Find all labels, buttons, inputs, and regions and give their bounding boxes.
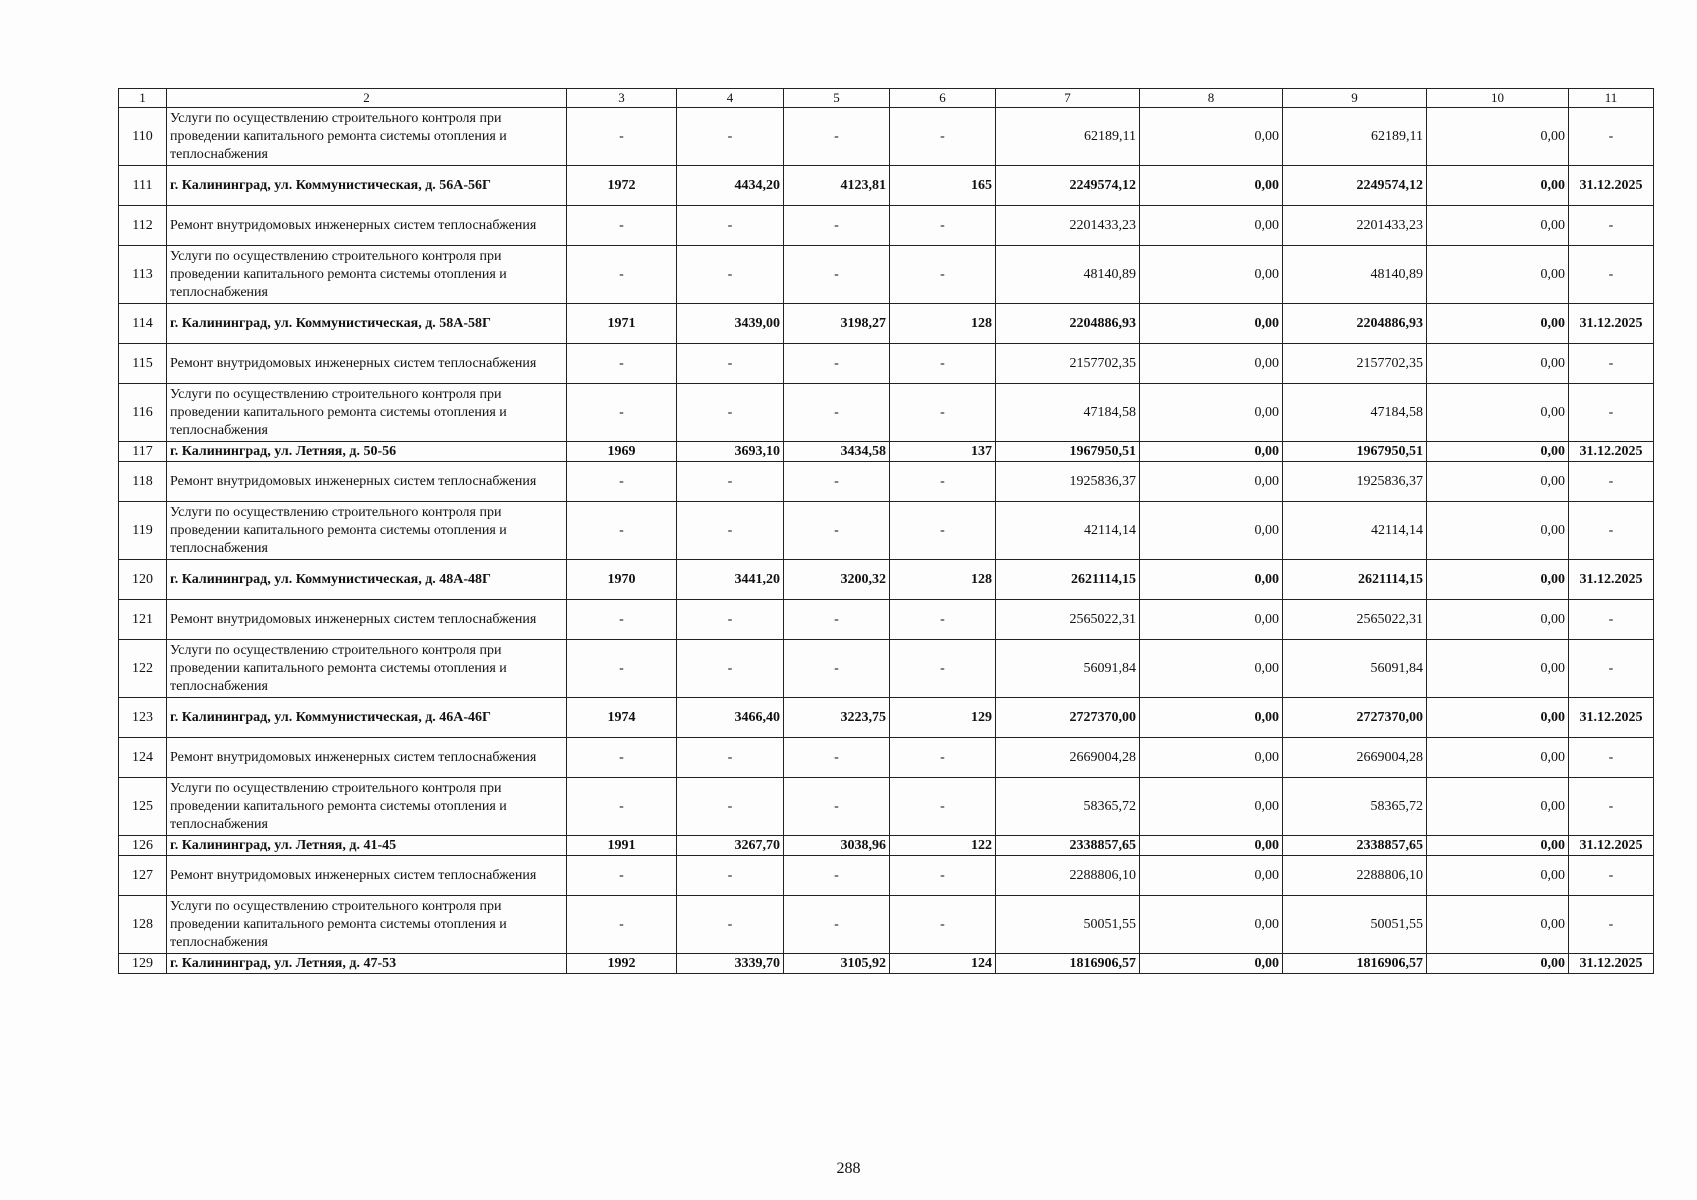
- year-cell: -: [567, 344, 677, 384]
- table-row: [119, 442, 1654, 462]
- work-description: Ремонт внутридомовых инженерных систем теплоснабжения: [167, 856, 567, 896]
- other-sources-cell: 0,00: [1427, 738, 1569, 778]
- total-cost-cell: 1925836,37: [996, 462, 1140, 502]
- completion-date-cell: -: [1569, 462, 1654, 502]
- other-sources-cell: 0,00: [1427, 896, 1569, 954]
- fund-cell: 0,00: [1140, 108, 1283, 166]
- work-description: г. Калининград, ул. Коммунистическая, д. 56А-56Г: [167, 166, 567, 206]
- table-row: [119, 108, 1654, 166]
- table-row: [119, 560, 1654, 600]
- other-sources-cell: 0,00: [1427, 560, 1569, 600]
- living-area-cell: 3223,75: [784, 698, 890, 738]
- year-cell: -: [567, 502, 677, 560]
- residents-cell: -: [890, 384, 996, 442]
- completion-date-cell: 31.12.2025: [1569, 560, 1654, 600]
- row-number: 118: [119, 462, 167, 502]
- fund-total-cell: 47184,58: [1283, 384, 1427, 442]
- year-cell: -: [567, 462, 677, 502]
- living-area-cell: -: [784, 344, 890, 384]
- row-number: 110: [119, 108, 167, 166]
- table-row: [119, 344, 1654, 384]
- year-cell: -: [567, 108, 677, 166]
- fund-cell: 0,00: [1140, 640, 1283, 698]
- work-description: Ремонт внутридомовых инженерных систем теплоснабжения: [167, 206, 567, 246]
- other-sources-cell: 0,00: [1427, 600, 1569, 640]
- living-area-cell: -: [784, 108, 890, 166]
- fund-total-cell: 2157702,35: [1283, 344, 1427, 384]
- completion-date-cell: 31.12.2025: [1569, 166, 1654, 206]
- fund-total-cell: 58365,72: [1283, 778, 1427, 836]
- row-number: 114: [119, 304, 167, 344]
- area-cell: 3439,00: [677, 304, 784, 344]
- table-row: [119, 304, 1654, 344]
- table-row: [119, 896, 1654, 954]
- fund-cell: 0,00: [1140, 778, 1283, 836]
- area-cell: -: [677, 246, 784, 304]
- residents-cell: 128: [890, 560, 996, 600]
- table-row: [119, 778, 1654, 836]
- work-description: г. Калининград, ул. Коммунистическая, д. 46А-46Г: [167, 698, 567, 738]
- completion-date-cell: 31.12.2025: [1569, 954, 1654, 974]
- residents-cell: -: [890, 778, 996, 836]
- column-number-row: [119, 89, 1654, 108]
- fund-cell: 0,00: [1140, 836, 1283, 856]
- total-cost-cell: 2338857,65: [996, 836, 1140, 856]
- living-area-cell: -: [784, 640, 890, 698]
- work-description: Ремонт внутридомовых инженерных систем теплоснабжения: [167, 738, 567, 778]
- year-cell: 1971: [567, 304, 677, 344]
- fund-cell: 0,00: [1140, 384, 1283, 442]
- table-row: [119, 166, 1654, 206]
- total-cost-cell: 2201433,23: [996, 206, 1140, 246]
- row-number: 113: [119, 246, 167, 304]
- other-sources-cell: 0,00: [1427, 246, 1569, 304]
- living-area-cell: -: [784, 738, 890, 778]
- fund-cell: 0,00: [1140, 502, 1283, 560]
- work-description: г. Калининград, ул. Коммунистическая, д. 48А-48Г: [167, 560, 567, 600]
- fund-total-cell: 2565022,31: [1283, 600, 1427, 640]
- row-number: 125: [119, 778, 167, 836]
- row-number: 112: [119, 206, 167, 246]
- fund-cell: 0,00: [1140, 560, 1283, 600]
- year-cell: -: [567, 600, 677, 640]
- area-cell: -: [677, 502, 784, 560]
- fund-cell: 0,00: [1140, 896, 1283, 954]
- area-cell: -: [677, 640, 784, 698]
- residents-cell: -: [890, 738, 996, 778]
- residents-cell: -: [890, 896, 996, 954]
- fund-total-cell: 56091,84: [1283, 640, 1427, 698]
- fund-total-cell: 2669004,28: [1283, 738, 1427, 778]
- year-cell: -: [567, 206, 677, 246]
- work-description: г. Калининград, ул. Летняя, д. 47-53: [167, 954, 567, 974]
- year-cell: -: [567, 896, 677, 954]
- work-description: Ремонт внутридомовых инженерных систем теплоснабжения: [167, 462, 567, 502]
- area-cell: -: [677, 384, 784, 442]
- column-header: 7: [996, 89, 1140, 108]
- column-header: 1: [119, 89, 167, 108]
- fund-total-cell: 2201433,23: [1283, 206, 1427, 246]
- area-cell: 3267,70: [677, 836, 784, 856]
- completion-date-cell: -: [1569, 856, 1654, 896]
- total-cost-cell: 62189,11: [996, 108, 1140, 166]
- work-description: Услуги по осуществлению строительного контроля при проведении капитального ремонта системы отопления и теплоснабжения: [167, 896, 567, 954]
- living-area-cell: -: [784, 856, 890, 896]
- table-row: [119, 738, 1654, 778]
- total-cost-cell: 47184,58: [996, 384, 1140, 442]
- living-area-cell: 3434,58: [784, 442, 890, 462]
- residents-cell: 165: [890, 166, 996, 206]
- row-number: 122: [119, 640, 167, 698]
- total-cost-cell: 2565022,31: [996, 600, 1140, 640]
- row-number: 119: [119, 502, 167, 560]
- total-cost-cell: 2727370,00: [996, 698, 1140, 738]
- other-sources-cell: 0,00: [1427, 384, 1569, 442]
- area-cell: -: [677, 856, 784, 896]
- living-area-cell: 4123,81: [784, 166, 890, 206]
- table-row: [119, 856, 1654, 896]
- other-sources-cell: 0,00: [1427, 954, 1569, 974]
- year-cell: -: [567, 384, 677, 442]
- other-sources-cell: 0,00: [1427, 698, 1569, 738]
- work-description: Услуги по осуществлению строительного контроля при проведении капитального ремонта системы отопления и теплоснабжения: [167, 640, 567, 698]
- table-row: [119, 462, 1654, 502]
- work-description: Услуги по осуществлению строительного контроля при проведении капитального ремонта системы отопления и теплоснабжения: [167, 384, 567, 442]
- work-description: Ремонт внутридомовых инженерных систем теплоснабжения: [167, 344, 567, 384]
- row-number: 123: [119, 698, 167, 738]
- work-description: г. Калининград, ул. Летняя, д. 41-45: [167, 836, 567, 856]
- other-sources-cell: 0,00: [1427, 206, 1569, 246]
- area-cell: -: [677, 778, 784, 836]
- year-cell: 1974: [567, 698, 677, 738]
- total-cost-cell: 2288806,10: [996, 856, 1140, 896]
- total-cost-cell: 48140,89: [996, 246, 1140, 304]
- total-cost-cell: 2249574,12: [996, 166, 1140, 206]
- year-cell: -: [567, 856, 677, 896]
- fund-total-cell: 1925836,37: [1283, 462, 1427, 502]
- fund-total-cell: 2338857,65: [1283, 836, 1427, 856]
- living-area-cell: 3200,32: [784, 560, 890, 600]
- living-area-cell: 3105,92: [784, 954, 890, 974]
- area-cell: -: [677, 896, 784, 954]
- area-cell: 3693,10: [677, 442, 784, 462]
- fund-total-cell: 2204886,93: [1283, 304, 1427, 344]
- living-area-cell: -: [784, 246, 890, 304]
- total-cost-cell: 2669004,28: [996, 738, 1140, 778]
- year-cell: -: [567, 640, 677, 698]
- completion-date-cell: -: [1569, 246, 1654, 304]
- area-cell: -: [677, 738, 784, 778]
- total-cost-cell: 2157702,35: [996, 344, 1140, 384]
- area-cell: -: [677, 206, 784, 246]
- area-cell: -: [677, 462, 784, 502]
- row-number: 111: [119, 166, 167, 206]
- living-area-cell: -: [784, 384, 890, 442]
- total-cost-cell: 1967950,51: [996, 442, 1140, 462]
- completion-date-cell: -: [1569, 384, 1654, 442]
- fund-total-cell: 48140,89: [1283, 246, 1427, 304]
- residents-cell: -: [890, 206, 996, 246]
- column-header: 9: [1283, 89, 1427, 108]
- fund-total-cell: 2621114,15: [1283, 560, 1427, 600]
- other-sources-cell: 0,00: [1427, 304, 1569, 344]
- column-header: 3: [567, 89, 677, 108]
- total-cost-cell: 58365,72: [996, 778, 1140, 836]
- residents-cell: -: [890, 246, 996, 304]
- year-cell: 1970: [567, 560, 677, 600]
- fund-cell: 0,00: [1140, 856, 1283, 896]
- table-row: [119, 698, 1654, 738]
- row-number: 126: [119, 836, 167, 856]
- fund-cell: 0,00: [1140, 246, 1283, 304]
- fund-cell: 0,00: [1140, 738, 1283, 778]
- fund-cell: 0,00: [1140, 344, 1283, 384]
- area-cell: 3339,70: [677, 954, 784, 974]
- row-number: 117: [119, 442, 167, 462]
- fund-total-cell: 42114,14: [1283, 502, 1427, 560]
- living-area-cell: 3198,27: [784, 304, 890, 344]
- living-area-cell: -: [784, 502, 890, 560]
- residents-cell: -: [890, 600, 996, 640]
- completion-date-cell: 31.12.2025: [1569, 836, 1654, 856]
- table-row: [119, 384, 1654, 442]
- total-cost-cell: 50051,55: [996, 896, 1140, 954]
- other-sources-cell: 0,00: [1427, 166, 1569, 206]
- area-cell: -: [677, 344, 784, 384]
- fund-total-cell: 2727370,00: [1283, 698, 1427, 738]
- other-sources-cell: 0,00: [1427, 836, 1569, 856]
- column-header: 2: [167, 89, 567, 108]
- column-header: 8: [1140, 89, 1283, 108]
- fund-total-cell: 1816906,57: [1283, 954, 1427, 974]
- fund-total-cell: 62189,11: [1283, 108, 1427, 166]
- total-cost-cell: 1816906,57: [996, 954, 1140, 974]
- work-description: Услуги по осуществлению строительного контроля при проведении капитального ремонта системы отопления и теплоснабжения: [167, 108, 567, 166]
- other-sources-cell: 0,00: [1427, 462, 1569, 502]
- other-sources-cell: 0,00: [1427, 108, 1569, 166]
- work-description: Услуги по осуществлению строительного контроля при проведении капитального ремонта системы отопления и теплоснабжения: [167, 502, 567, 560]
- residents-cell: 129: [890, 698, 996, 738]
- residents-cell: -: [890, 640, 996, 698]
- year-cell: 1972: [567, 166, 677, 206]
- page-number: 288: [836, 1160, 861, 1177]
- completion-date-cell: -: [1569, 344, 1654, 384]
- residents-cell: -: [890, 462, 996, 502]
- row-number: 128: [119, 896, 167, 954]
- column-header: 11: [1569, 89, 1654, 108]
- table-row: [119, 600, 1654, 640]
- completion-date-cell: -: [1569, 600, 1654, 640]
- year-cell: -: [567, 778, 677, 836]
- fund-total-cell: 50051,55: [1283, 896, 1427, 954]
- table-row: [119, 502, 1654, 560]
- column-header: 5: [784, 89, 890, 108]
- fund-cell: 0,00: [1140, 698, 1283, 738]
- living-area-cell: -: [784, 600, 890, 640]
- year-cell: 1969: [567, 442, 677, 462]
- row-number: 129: [119, 954, 167, 974]
- area-cell: 4434,20: [677, 166, 784, 206]
- other-sources-cell: 0,00: [1427, 856, 1569, 896]
- column-header: 4: [677, 89, 784, 108]
- other-sources-cell: 0,00: [1427, 502, 1569, 560]
- column-header: 6: [890, 89, 996, 108]
- residents-cell: 137: [890, 442, 996, 462]
- other-sources-cell: 0,00: [1427, 442, 1569, 462]
- fund-cell: 0,00: [1140, 166, 1283, 206]
- completion-date-cell: 31.12.2025: [1569, 304, 1654, 344]
- residents-cell: -: [890, 856, 996, 896]
- area-cell: 3466,40: [677, 698, 784, 738]
- row-number: 115: [119, 344, 167, 384]
- table-row: [119, 246, 1654, 304]
- fund-cell: 0,00: [1140, 954, 1283, 974]
- work-description: Услуги по осуществлению строительного контроля при проведении капитального ремонта системы отопления и теплоснабжения: [167, 246, 567, 304]
- other-sources-cell: 0,00: [1427, 778, 1569, 836]
- living-area-cell: -: [784, 896, 890, 954]
- residents-cell: -: [890, 108, 996, 166]
- column-header: 10: [1427, 89, 1569, 108]
- table-row: [119, 640, 1654, 698]
- year-cell: -: [567, 738, 677, 778]
- table-row: [119, 836, 1654, 856]
- row-number: 120: [119, 560, 167, 600]
- area-cell: -: [677, 108, 784, 166]
- other-sources-cell: 0,00: [1427, 344, 1569, 384]
- other-sources-cell: 0,00: [1427, 640, 1569, 698]
- table-row: [119, 206, 1654, 246]
- completion-date-cell: -: [1569, 640, 1654, 698]
- total-cost-cell: 2621114,15: [996, 560, 1140, 600]
- fund-total-cell: 2249574,12: [1283, 166, 1427, 206]
- completion-date-cell: -: [1569, 778, 1654, 836]
- total-cost-cell: 2204886,93: [996, 304, 1140, 344]
- living-area-cell: 3038,96: [784, 836, 890, 856]
- living-area-cell: -: [784, 778, 890, 836]
- work-description: Услуги по осуществлению строительного контроля при проведении капитального ремонта системы отопления и теплоснабжения: [167, 778, 567, 836]
- fund-total-cell: 2288806,10: [1283, 856, 1427, 896]
- residents-cell: -: [890, 502, 996, 560]
- work-description: г. Калининград, ул. Коммунистическая, д. 58А-58Г: [167, 304, 567, 344]
- completion-date-cell: -: [1569, 738, 1654, 778]
- fund-cell: 0,00: [1140, 304, 1283, 344]
- repair-schedule-table: [118, 88, 1654, 974]
- living-area-cell: -: [784, 206, 890, 246]
- fund-cell: 0,00: [1140, 462, 1283, 502]
- completion-date-cell: 31.12.2025: [1569, 698, 1654, 738]
- fund-cell: 0,00: [1140, 206, 1283, 246]
- living-area-cell: -: [784, 462, 890, 502]
- area-cell: -: [677, 600, 784, 640]
- table-row: [119, 954, 1654, 974]
- fund-cell: 0,00: [1140, 600, 1283, 640]
- area-cell: 3441,20: [677, 560, 784, 600]
- year-cell: -: [567, 246, 677, 304]
- completion-date-cell: 31.12.2025: [1569, 442, 1654, 462]
- row-number: 124: [119, 738, 167, 778]
- work-description: г. Калининград, ул. Летняя, д. 50-56: [167, 442, 567, 462]
- completion-date-cell: -: [1569, 206, 1654, 246]
- row-number: 121: [119, 600, 167, 640]
- residents-cell: -: [890, 344, 996, 384]
- fund-cell: 0,00: [1140, 442, 1283, 462]
- fund-total-cell: 1967950,51: [1283, 442, 1427, 462]
- residents-cell: 122: [890, 836, 996, 856]
- year-cell: 1991: [567, 836, 677, 856]
- completion-date-cell: -: [1569, 896, 1654, 954]
- row-number: 116: [119, 384, 167, 442]
- completion-date-cell: -: [1569, 108, 1654, 166]
- total-cost-cell: 56091,84: [996, 640, 1140, 698]
- row-number: 127: [119, 856, 167, 896]
- year-cell: 1992: [567, 954, 677, 974]
- residents-cell: 128: [890, 304, 996, 344]
- work-description: Ремонт внутридомовых инженерных систем теплоснабжения: [167, 600, 567, 640]
- completion-date-cell: -: [1569, 502, 1654, 560]
- total-cost-cell: 42114,14: [996, 502, 1140, 560]
- residents-cell: 124: [890, 954, 996, 974]
